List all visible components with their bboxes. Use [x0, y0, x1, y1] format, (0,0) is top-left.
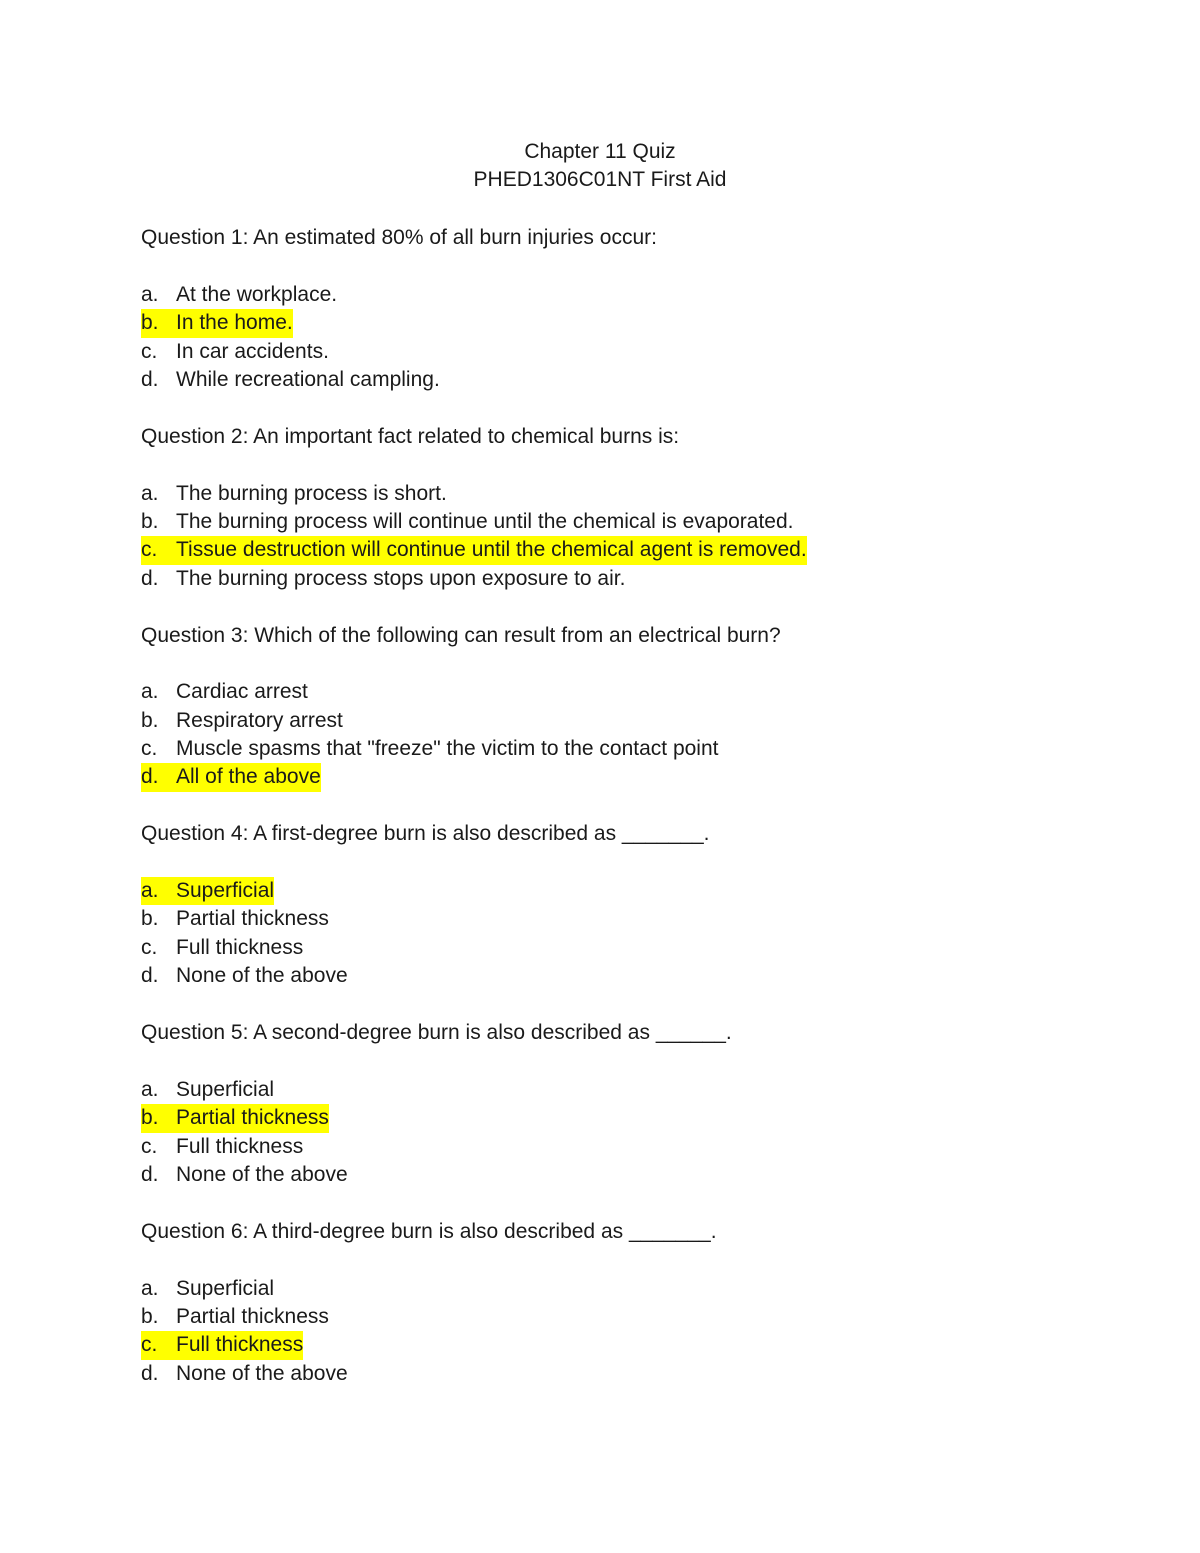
option-letter: d.: [141, 367, 159, 391]
answer-option: [141, 1303, 1141, 1331]
answer-option: [141, 366, 1141, 394]
option-text: Full thickness: [176, 1134, 304, 1158]
option-content: [141, 366, 440, 394]
answer-option: [141, 1161, 1141, 1189]
option-content: [141, 1161, 348, 1189]
option-letter: a.: [141, 282, 159, 306]
answer-option: [141, 735, 1141, 763]
option-letter: b.: [141, 1104, 176, 1132]
option-content: [141, 707, 343, 735]
answer-option-highlighted: [141, 877, 1141, 905]
answer-options: [141, 1076, 1141, 1190]
option-text: Tissue destruction will continue until the chemical agent is removed.: [176, 538, 807, 562]
answer-options: [141, 1275, 1141, 1389]
option-text: Superficial: [176, 1276, 275, 1300]
option-letter: c.: [141, 1134, 158, 1158]
option-letter: a.: [141, 1077, 159, 1101]
option-text: In car accidents.: [176, 339, 329, 363]
question-text: Question 6: A third-degree burn is also described as _______.: [141, 1219, 717, 1243]
answer-options: [141, 678, 1141, 792]
option-content: [141, 678, 308, 706]
answer-options: [141, 877, 1141, 991]
option-text: Muscle spasms that "freeze" the victim to the contact point: [176, 737, 719, 761]
answer-option: [141, 1133, 1141, 1161]
answer-option: [141, 962, 1141, 990]
option-content: [141, 763, 321, 791]
answer-option: [141, 1275, 1141, 1303]
answer-option-highlighted: [141, 309, 1141, 337]
option-content: [141, 877, 275, 905]
option-text: None of the above: [176, 964, 348, 988]
answer-option: [141, 281, 1141, 309]
answer-options: [141, 281, 1141, 395]
option-content: [141, 536, 807, 564]
option-text: The burning process stops upon exposure to air.: [176, 566, 626, 590]
option-text: Full thickness: [176, 1333, 304, 1357]
document-title: Chapter 11 Quiz: [524, 140, 676, 163]
option-text: None of the above: [176, 1361, 348, 1385]
option-text: Cardiac arrest: [176, 680, 308, 704]
option-letter: c.: [141, 536, 176, 564]
option-letter: d.: [141, 763, 176, 791]
option-letter: a.: [141, 1276, 159, 1300]
option-content: [141, 565, 626, 593]
option-letter: c.: [141, 1331, 176, 1359]
option-text: Superficial: [176, 1077, 275, 1101]
option-content: [141, 934, 304, 962]
answer-option: [141, 1076, 1141, 1104]
option-content: [141, 1133, 304, 1161]
option-text: None of the above: [176, 1162, 348, 1186]
option-letter: c.: [141, 339, 158, 363]
answer-option: [141, 338, 1141, 366]
answer-option: [141, 480, 1141, 508]
option-letter: b.: [141, 907, 159, 931]
option-content: [141, 1076, 275, 1104]
question-text: Question 2: An important fact related to chemical burns is:: [141, 424, 680, 448]
option-text: Superficial: [176, 879, 275, 903]
document-header: [0, 138, 1200, 195]
question-text: Question 5: A second-degree burn is also described as ______.: [141, 1021, 732, 1044]
option-letter: c.: [141, 737, 158, 761]
answer-option-highlighted: [141, 763, 1141, 791]
question-4: [141, 820, 1141, 990]
answer-option: [141, 934, 1141, 962]
option-letter: b.: [141, 708, 159, 732]
option-letter: b.: [141, 509, 159, 533]
option-content: [141, 735, 719, 763]
option-letter: c.: [141, 935, 158, 959]
option-text: The burning process will continue until the chemical is evaporated.: [176, 509, 794, 533]
answer-option: [141, 678, 1141, 706]
answer-option-highlighted: [141, 1331, 1141, 1359]
option-letter: d.: [141, 1162, 159, 1186]
option-letter: b.: [141, 309, 176, 337]
option-letter: a.: [141, 481, 159, 505]
answer-option: [141, 508, 1141, 536]
option-content: [141, 281, 338, 309]
option-text: While recreational campling.: [176, 367, 440, 391]
answer-option-highlighted: [141, 1104, 1141, 1132]
question-5: [141, 1019, 1141, 1189]
option-content: [141, 1303, 329, 1331]
answer-option-highlighted: [141, 536, 1141, 564]
question-6: [141, 1218, 1141, 1388]
option-text: The burning process is short.: [176, 481, 447, 505]
course-name: PHED1306C01NT First Aid: [473, 168, 727, 192]
option-text: Partial thickness: [176, 1106, 329, 1130]
option-content: [141, 309, 293, 337]
question-1: [141, 224, 1141, 394]
option-content: [141, 1360, 348, 1388]
option-text: At the workplace.: [176, 282, 338, 306]
option-text: Full thickness: [176, 935, 304, 959]
answer-option: [141, 905, 1141, 933]
question-list: [141, 224, 1141, 1417]
answer-options: [141, 480, 1141, 594]
option-letter: d.: [141, 566, 159, 590]
option-content: [141, 508, 794, 536]
option-letter: b.: [141, 1304, 159, 1328]
option-letter: d.: [141, 964, 159, 988]
option-content: [141, 962, 348, 990]
option-content: [141, 1104, 329, 1132]
answer-option: [141, 565, 1141, 593]
option-content: [141, 480, 447, 508]
question-text: Question 3: Which of the following can result from an electrical burn?: [141, 623, 781, 647]
question-text: Question 1: An estimated 80% of all burn injuries occur:: [141, 226, 657, 249]
option-text: All of the above: [176, 765, 321, 789]
answer-option: [141, 1360, 1141, 1388]
option-letter: a.: [141, 877, 176, 905]
option-content: [141, 1331, 304, 1359]
question-3: [141, 622, 1141, 792]
option-letter: d.: [141, 1361, 159, 1385]
option-text: Respiratory arrest: [176, 708, 343, 732]
option-content: [141, 338, 329, 366]
answer-option: [141, 707, 1141, 735]
question-2: [141, 423, 1141, 593]
option-letter: a.: [141, 680, 159, 704]
option-content: [141, 905, 329, 933]
option-text: Partial thickness: [176, 907, 329, 931]
option-text: In the home.: [176, 311, 293, 335]
option-content: [141, 1275, 275, 1303]
option-text: Partial thickness: [176, 1304, 329, 1328]
question-text: Question 4: A first-degree burn is also described as _______.: [141, 822, 710, 846]
